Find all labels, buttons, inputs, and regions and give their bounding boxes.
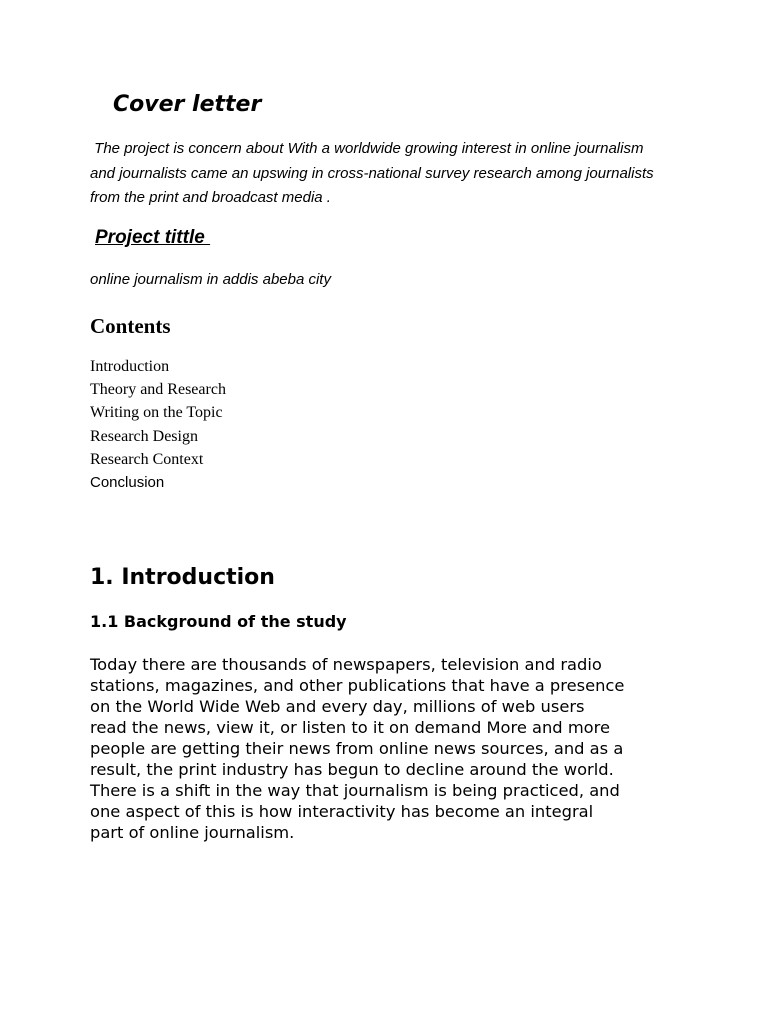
cover-letter-line: The project is concern about With a worldwide growing interest in online journalism — [90, 140, 644, 157]
background-line: There is a shift in the way that journalism is being practiced, and — [90, 781, 620, 800]
contents-list — [90, 355, 226, 494]
background-paragraph — [90, 654, 690, 843]
background-line: read the news, view it, or listen to it on demand More and more — [90, 718, 610, 737]
project-title-text: online journalism in addis abeba city — [90, 271, 331, 288]
background-line: part of online journalism. — [90, 823, 295, 842]
cover-letter-paragraph — [90, 137, 690, 211]
background-line: Today there are thousands of newspapers, television and radio — [90, 655, 602, 674]
cover-letter-line: from the print and broadcast media . — [90, 189, 331, 206]
project-title-heading: Project tittle — [95, 227, 211, 248]
background-line: result, the print industry has begun to decline around the world. — [90, 760, 614, 779]
background-line: one aspect of this is how interactivity has become an integral — [90, 802, 594, 821]
contents-heading: Contents — [90, 314, 171, 338]
contents-item-research-design: Research Design — [90, 427, 198, 445]
contents-item-theory-and-research: Theory and Research — [90, 381, 226, 399]
cover-letter-heading: Cover letter — [113, 92, 262, 117]
cover-letter-line: and journalists came an upswing in cross-national survey research among journalists — [90, 164, 654, 182]
background-line: on the World Wide Web and every day, millions of web users — [90, 697, 585, 716]
contents-item-conclusion: Conclusion — [90, 474, 165, 492]
contents-item-introduction: Introduction — [90, 358, 170, 375]
introduction-heading: 1. Introduction — [90, 565, 275, 590]
background-line: people are getting their news from online news sources, and as a — [90, 739, 624, 758]
contents-item-writing-on-the-topic: Writing on the Topic — [90, 404, 223, 422]
contents-item-research-context: Research Context — [90, 450, 204, 468]
background-line: stations, magazines, and other publications that have a presence — [90, 676, 625, 695]
background-subheading: 1.1 Background of the study — [90, 612, 347, 631]
